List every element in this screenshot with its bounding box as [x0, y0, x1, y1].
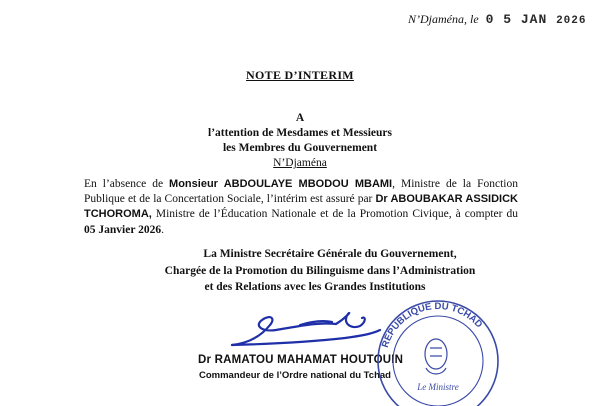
- body-part-2: , Ministre de la Fonction Publique et de la Concertation Sociale, l’intérim est assuré par: [84, 178, 518, 206]
- place-date-prefix: N’Djaména, le: [408, 12, 479, 26]
- signature-title-line-1: La Ministre Secrétaire Générale du Gouvernement,: [203, 248, 457, 260]
- signature-title-line-3: et des Relations avec les Grandes Institutions: [204, 281, 426, 293]
- seal-ring-text: REPUBLIQUE DU TCHAD: [379, 300, 485, 350]
- date-stamp-day-month: 0 5 JAN: [485, 12, 548, 27]
- body-part-1: En l’absence de: [84, 178, 170, 190]
- signature-title-line-2: Chargée de la Promotion du Bilinguisme dans l’Administration: [164, 264, 476, 277]
- addressee-city: N’Djaména: [273, 157, 327, 169]
- official-seal: [374, 296, 504, 406]
- date-stamp-year: 2026: [556, 15, 587, 27]
- body-part-4: .: [161, 223, 164, 236]
- document-title: NOTE D’INTERIM: [246, 68, 354, 82]
- signatory-title: Commandeur de l’Ordre national du Tchad: [199, 370, 391, 381]
- addressee-line-2: l’attention de Mesdames et Messieurs: [208, 127, 392, 139]
- signatory-name: Dr RAMATOU MAHAMAT HOUTOUIN: [198, 354, 404, 366]
- effective-date: 05 Janvier 2026: [84, 223, 162, 236]
- addressee-line-3: les Membres du Gouvernement: [222, 142, 378, 154]
- absent-minister-name: Monsieur ABDOULAYE MBODOU MBAMI: [169, 178, 393, 190]
- addressee-line-1: A: [295, 112, 305, 124]
- seal-emblem-icon: [425, 339, 447, 374]
- svg-text:REPUBLIQUE DU TCHAD: [380, 301, 485, 349]
- body-part-3: Ministre de l’Éducation Nationale et de la Promotion Civique, à compter du: [151, 208, 518, 221]
- seal-inner-text: Le Ministre: [417, 382, 459, 392]
- interim-minister-name: Dr ABOUBAKAR ASSIDICK TCHOROMA,: [84, 193, 518, 221]
